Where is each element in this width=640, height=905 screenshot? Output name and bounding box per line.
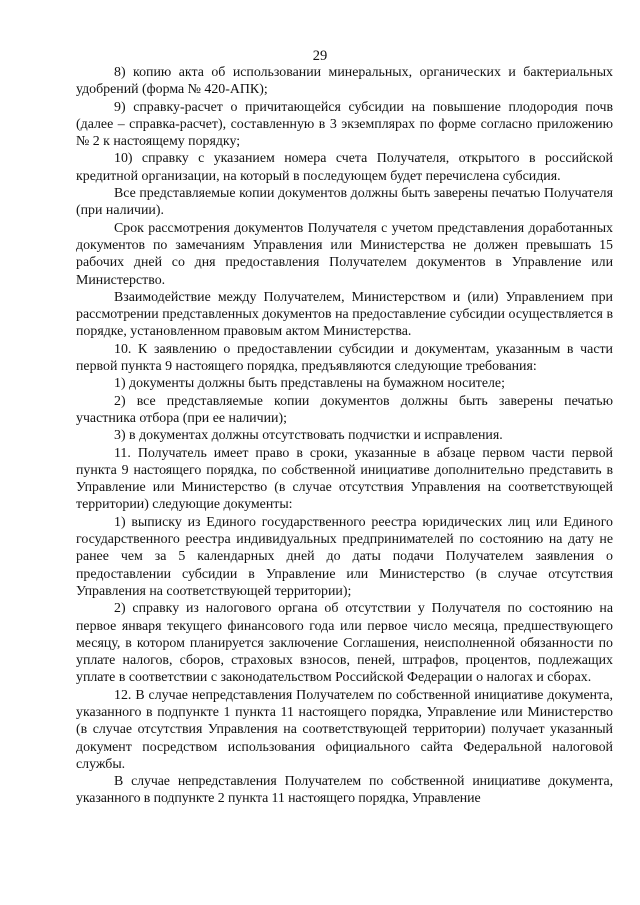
paragraph: 10. К заявлению о предоставлении субсидии и документам, указанным в части первой пункта 9 настоящего порядка, предъявляются следующие требования: [76,341,613,375]
paragraph: 2) справку из налогового органа об отсутствии у Получателя по состоянию на первое января текущего финансового года или первое число месяца, предшествующего месяцу, в котором планируется заключение Соглашения, неисполненной обязанности по уплате налогов, сборов, страховых взносов, пеней, штрафов, процентов, подлежащих уплате в соответствии с законодательством Российской Федерации о налогах и сборах. [76,601,613,686]
paragraph: Взаимодействие между Получателем, Министерством и (или) Управлением при рассмотрении представленных документов на предоставление субсидии осуществляется в порядке, установленном правовым актом Министерства. [76,289,613,340]
paragraph: 1) выписку из Единого государственного реестра юридических лиц или Единого государственного реестра индивидуальных предпринимателей по состоянию на дату не ранее чем за 5 календарных дней до даты подачи Получателем заявления о предоставлении субсидии в Управление или Министерство (в случае отсутствия Управления на соответствующей территории); [76,514,613,599]
paragraph: 3) в документах должны отсутствовать подчистки и исправления. [114,428,503,444]
paragraph: 2) все представляемые копии документов должны быть заверены печатью участника отбора (при ее наличии); [76,393,613,426]
document-body [76,64,613,808]
paragraph: 1) документы должны быть представлены на бумажном носителе; [114,376,505,392]
paragraph: 11. Получатель имеет право в сроки, указанные в абзаце первом части первой пункта 9 настоящего порядка, по собственной инициативе дополнительно представить в Управление или Министерство (в случае отсутствия Управления на соответствующей территории) следующие документы: [76,445,613,513]
paragraph: 8) копию акта об использовании минеральных, органических и бактериальных удобрений (форма № 420-АПК); [76,65,613,98]
paragraph: 10) справку с указанием номера счета Получателя, открытого в российской кредитной организации, на который в последующем будет перечислена субсидия. [76,151,613,184]
paragraph: 12. В случае непредставления Получателем по собственной инициативе документа, указанного в подпункте 1 пункта 11 настоящего порядка, Управление или Министерство (в случае отсутствия Управления на соответствующей территории) получает указанный документ посредством использования официального сайта Федеральной налоговой службы. [76,687,613,772]
page-number: 29 [312,48,328,64]
paragraph: 9) справку-расчет о причитающейся субсидии на повышение плодородия почв (далее – справка-расчет), составленную в 3 экземплярах по форме согласно приложению № 2 к настоящему порядку; [76,99,613,150]
paragraph: В случае непредставления Получателем по собственной инициативе документа, указанного в подпункте 2 пункта 11 настоящего порядка, Управление [76,774,613,807]
paragraph: Все представляемые копии документов должны быть заверены печатью Получателя (при наличии). [76,186,613,219]
paragraph: Срок рассмотрения документов Получателя с учетом представления доработанных документов по замечаниям Управления или Министерства не должен превышать 15 рабочих дней со дня предоставления Получателем документов в Управление или Министерство. [76,220,613,288]
